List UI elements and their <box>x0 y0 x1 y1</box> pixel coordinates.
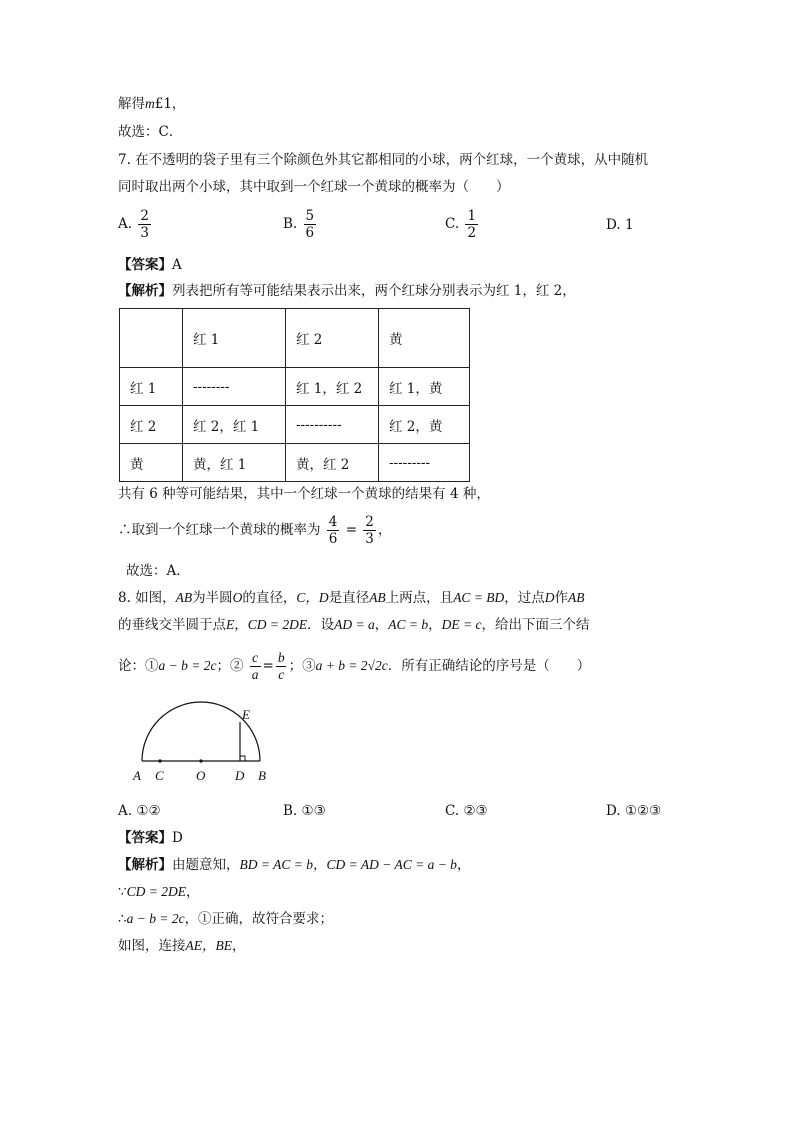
q7-total-text: 共有 6 种等可能结果，其中一个红球一个黄球的结果有 4 种， <box>118 486 490 502</box>
option-letter: B. <box>283 803 298 819</box>
math: a − b = 2c <box>158 658 217 673</box>
answer-label: 【答案】 <box>118 830 172 846</box>
fraction <box>138 208 151 241</box>
label-d: D <box>235 768 245 783</box>
q8-stem-line1 <box>118 588 585 608</box>
table-cell: -------- <box>183 368 286 406</box>
solve-prefix: 解得 <box>118 96 145 112</box>
prob-end: ， <box>377 522 392 538</box>
option-text: 1 <box>624 217 634 233</box>
text: 的垂线交半圆于点 <box>118 617 226 633</box>
table-cell: 红 1 <box>120 368 183 406</box>
text: ， <box>232 938 246 954</box>
table-cell: 黄，红 1 <box>183 444 286 482</box>
q8-option-c <box>445 801 488 821</box>
frac-num: 4 <box>328 514 338 530</box>
semicircle-figure <box>125 700 285 790</box>
math: AC = b <box>388 617 429 632</box>
option-text: ①② <box>136 803 161 819</box>
q7-option-a <box>118 208 153 241</box>
text: ∴ <box>118 911 127 927</box>
frac-den: 3 <box>365 531 374 547</box>
math: AB <box>175 590 193 605</box>
q8-option-d <box>606 801 661 821</box>
q8-analysis-line4 <box>118 936 246 956</box>
analysis-label: 【解析】 <box>118 283 172 299</box>
text: ， <box>374 617 389 633</box>
table-cell: --------- <box>379 444 470 482</box>
table-row <box>120 368 470 406</box>
math: BD = AC = b，CD = AD − AC = a − b <box>239 857 457 872</box>
option-letter: B. <box>283 216 298 232</box>
text: ，给出下面三个结 <box>481 617 590 633</box>
point-o <box>199 759 202 762</box>
frac-den: 6 <box>305 225 315 241</box>
answer-value: A <box>172 257 182 273</box>
label-b: B <box>258 768 266 783</box>
math: a − b = 2c <box>126 911 185 926</box>
frac-den: 2 <box>467 225 477 241</box>
text: ；② <box>216 658 244 674</box>
text: 是直径 <box>328 590 370 606</box>
frac-num: 2 <box>365 514 374 530</box>
table-row <box>120 309 470 368</box>
frac-num: 2 <box>140 208 149 224</box>
outcome-table <box>119 308 470 482</box>
table-cell: 红 2 <box>286 309 379 368</box>
text: ，过点 <box>504 590 545 606</box>
option-text: ①③ <box>301 803 326 819</box>
text: 为半圆 <box>192 590 233 606</box>
answer-label: 【答案】 <box>118 257 172 273</box>
math: AE，BE <box>185 938 232 953</box>
option-letter: A. <box>118 803 133 819</box>
pick-a-line: 故选：A． <box>126 563 190 579</box>
frac-den: 3 <box>140 225 149 241</box>
text: 8. 如图， <box>118 590 176 606</box>
label-a: A <box>133 768 141 783</box>
text: ，①正确，故符合要求； <box>184 911 334 927</box>
pick-c-line: 故选：C． <box>118 124 183 140</box>
label-c: C <box>155 768 164 783</box>
solve-line <box>118 94 185 114</box>
text: 论：① <box>118 658 159 674</box>
q8-option-b <box>283 801 326 821</box>
math: CD = 2DE <box>247 617 308 632</box>
option-letter: C. <box>445 216 460 232</box>
q8-analysis-line2 <box>118 882 199 902</box>
table-row <box>120 406 470 444</box>
fraction <box>276 650 287 683</box>
text: ， <box>185 884 200 900</box>
table-cell: 黄 <box>120 444 183 482</box>
math: D <box>544 590 555 605</box>
math: AD = a <box>334 617 375 632</box>
math: C，D <box>296 590 329 605</box>
fraction <box>250 650 261 683</box>
fraction <box>363 514 376 547</box>
option-letter: C. <box>445 803 460 819</box>
label-e: E <box>242 707 250 722</box>
text: 如图，连接 <box>118 938 186 954</box>
text: ．所有正确结论的序号是（ ） <box>387 658 591 674</box>
frac-num: 5 <box>305 208 315 224</box>
fraction <box>304 208 317 241</box>
table-cell: 红 2，红 1 <box>183 406 286 444</box>
table-cell: 红 1 <box>183 309 286 368</box>
math: DE = c <box>441 617 482 632</box>
fraction <box>465 208 478 241</box>
text: ， <box>456 857 471 873</box>
text: 的直径， <box>242 590 297 606</box>
q7-probability <box>118 514 391 547</box>
table-row <box>120 444 470 482</box>
math: AB <box>369 590 386 605</box>
text: ∵ <box>118 884 127 900</box>
label-o: O <box>196 768 206 783</box>
option-text: ①②③ <box>624 803 662 819</box>
option-text: ②③ <box>463 803 488 819</box>
q8-option-a <box>118 801 161 821</box>
table-cell <box>120 309 183 368</box>
equals-sign: = <box>262 658 274 674</box>
math: O <box>232 590 243 605</box>
q8-stem-line3 <box>118 650 590 683</box>
math: a + b = 2√2c <box>315 658 388 673</box>
table-cell: 红 2，黄 <box>379 406 470 444</box>
table-cell: 红 2 <box>120 406 183 444</box>
frac-num: c <box>252 650 259 665</box>
table-cell: ---------- <box>286 406 379 444</box>
table-cell: 红 1，黄 <box>379 368 470 406</box>
text: 作 <box>554 590 569 606</box>
text: 上两点，且 <box>385 590 454 606</box>
q7-option-c <box>445 208 480 241</box>
solve-var: m <box>145 96 155 111</box>
fraction <box>327 514 340 547</box>
option-letter: D. <box>606 217 621 233</box>
right-angle-mark <box>240 756 245 761</box>
option-letter: A. <box>118 216 133 232</box>
text: ， <box>428 617 442 633</box>
table-cell: 黄 <box>379 309 470 368</box>
math: E <box>226 617 235 632</box>
frac-num: 1 <box>467 208 477 224</box>
prob-prefix: ∴取到一个红球一个黄球的概率为 <box>118 522 321 538</box>
text: ， <box>234 617 248 633</box>
solve-rest: £1， <box>154 96 186 112</box>
q7-stem-line2: 同时取出两个小球，其中取到一个红球一个黄球的概率为（ ） <box>118 179 510 195</box>
text: ．设 <box>307 617 335 633</box>
frac-den: 6 <box>328 531 338 547</box>
analysis-text: 列表把所有等可能结果表示出来，两个红球分别表示为红 1，红 2， <box>172 283 576 299</box>
q8-analysis-line3 <box>118 909 333 929</box>
math: CD = 2DE <box>126 884 186 899</box>
q8-answer <box>118 828 183 848</box>
equals-sign: = <box>345 522 357 538</box>
analysis-label: 【解析】 <box>118 857 172 873</box>
point-c <box>158 759 161 762</box>
q7-option-b <box>283 208 318 241</box>
q7-option-d <box>606 215 634 235</box>
answer-value: D <box>172 830 183 846</box>
math: AC = BD <box>453 590 505 605</box>
table-cell: 红 1，红 2 <box>286 368 379 406</box>
frac-num: b <box>277 650 285 665</box>
q8-analysis-line1 <box>118 855 470 875</box>
q8-stem-line2 <box>118 615 589 635</box>
text: ；③ <box>288 658 316 674</box>
q7-stem-line1: 7. 在不透明的袋子里有三个除颜色外其它都相同的小球，两个红球，一个黄球，从中随机 <box>118 152 649 168</box>
math: AB <box>568 590 585 605</box>
q7-answer <box>118 255 182 275</box>
text: 由题意知， <box>172 857 240 873</box>
frac-den: a <box>251 667 259 682</box>
frac-den: c <box>278 667 285 682</box>
q7-analysis <box>118 281 576 301</box>
option-letter: D. <box>606 803 621 819</box>
table-cell: 黄，红 2 <box>286 444 379 482</box>
